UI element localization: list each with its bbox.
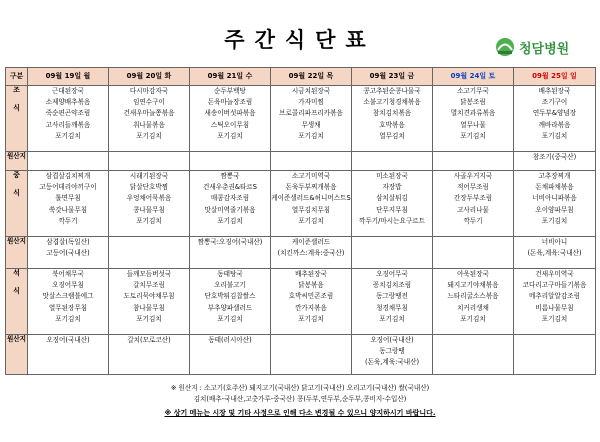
menu-item: 소불고기청경채볶음 bbox=[363, 98, 421, 107]
origin-cell bbox=[190, 237, 271, 269]
menu-item: 배추된장국 bbox=[295, 270, 327, 278]
menu-item: 톨면무침 bbox=[55, 194, 81, 203]
menu-cell bbox=[514, 269, 596, 335]
menu-cell bbox=[271, 269, 352, 335]
menu-item: 고등어데리야끼구이 bbox=[39, 183, 97, 192]
menu-cell bbox=[109, 171, 190, 237]
menu-item: 단호박튀김찹쌀스 bbox=[204, 292, 256, 301]
menu-item: 자장밥 bbox=[382, 183, 402, 192]
menu-item: 매콤감자조림 bbox=[210, 194, 250, 203]
menu-item: 갈치무조림 bbox=[133, 281, 165, 290]
menu-item: 코다리고구마들기볶음 bbox=[522, 281, 587, 290]
menu-cell bbox=[271, 171, 352, 237]
day-header: 09월 23일 금 bbox=[352, 68, 433, 86]
menu-item: 연두부&양념장 bbox=[532, 109, 577, 118]
origin-cell bbox=[352, 152, 433, 171]
menu-item: 쑥갓나물무침 bbox=[48, 205, 88, 214]
origin-text: 갈치(모로코산) bbox=[127, 336, 171, 344]
menu-item: 닭봉볶음 bbox=[298, 281, 324, 290]
menu-item: 포기김치 bbox=[298, 314, 324, 323]
menu-cell bbox=[433, 86, 514, 152]
menu-item: 너비아니파볶음 bbox=[532, 194, 577, 203]
menu-item: 참치김치볶음 bbox=[372, 109, 412, 118]
origin-cell bbox=[190, 335, 271, 375]
menu-item: 고추장찌개 bbox=[538, 172, 571, 180]
origin-cell bbox=[433, 335, 514, 375]
menu-item: 포기김치 bbox=[55, 314, 81, 323]
menu-item: 다시마감자국 bbox=[129, 87, 169, 95]
lunch-row bbox=[6, 171, 596, 237]
origin-cell bbox=[28, 335, 109, 375]
menu-item: 느타리굴소스볶음 bbox=[447, 292, 499, 301]
origin-text: 오징어(국내산) bbox=[370, 336, 414, 344]
menu-item: 깨바라볶음 bbox=[538, 120, 571, 129]
menu-item: 케이준샐러드&허니머스트S bbox=[271, 194, 351, 203]
menu-item: 포기김치 bbox=[136, 314, 162, 323]
menu-item: 돈채파채볶음 bbox=[535, 183, 574, 192]
origin-text: 고등어(국내산) bbox=[46, 249, 90, 258]
menu-item: 건새우춘권&타르S bbox=[203, 183, 257, 192]
menu-item: 닭봉조림 bbox=[460, 98, 486, 107]
menu-cell bbox=[514, 86, 596, 152]
menu-item: 열무김치무침 bbox=[291, 205, 331, 214]
menu-item: 포기김치 bbox=[217, 216, 243, 225]
menu-item: 포기김치 bbox=[541, 131, 568, 140]
dinner-row bbox=[6, 269, 596, 335]
menu-item: 오이양파무침 bbox=[535, 205, 574, 214]
menu-item: 시금치된장국 bbox=[291, 87, 331, 95]
header-row bbox=[6, 68, 596, 86]
menu-item: 열무김치 bbox=[379, 131, 405, 140]
menu-item: 적어무조림 bbox=[457, 183, 489, 192]
menu-cell bbox=[190, 171, 271, 237]
menu-item: 새송이버섯파볶음 bbox=[204, 109, 256, 118]
menu-item: 호박볶음 bbox=[379, 120, 405, 129]
menu-cell bbox=[28, 269, 109, 335]
menu-item: 돈육마늘장조림 bbox=[207, 98, 253, 107]
menu-item: 열무나물 bbox=[460, 120, 486, 129]
menu-item: 우엉채어묵볶음 bbox=[126, 194, 172, 203]
day-header: 09월 19일 월 bbox=[28, 68, 109, 86]
origin-cell bbox=[514, 335, 596, 375]
menu-item: 동그랑땡전 bbox=[376, 292, 408, 301]
menu-item: 포기김치 bbox=[298, 131, 324, 140]
menu-cell bbox=[109, 269, 190, 335]
page-title: 주간식단표 bbox=[224, 28, 376, 52]
origin-text: 삼겹살(독일산) bbox=[46, 238, 90, 246]
day-header: 09월 24일 토 bbox=[433, 68, 514, 86]
hospital-name: 청담병원 bbox=[519, 41, 570, 57]
menu-item: 북어채무국 bbox=[52, 270, 84, 278]
menu-item: 포기김치 bbox=[217, 314, 243, 323]
menu-item: 들깨모듬버섯국 bbox=[126, 270, 172, 278]
change-notice bbox=[0, 408, 600, 418]
origin-text: (치킨까스:계육:중국산) bbox=[277, 249, 345, 258]
origin-cell bbox=[433, 152, 514, 171]
menu-item: 간장두부조림 bbox=[453, 194, 493, 203]
menu-item: 무생채 bbox=[301, 120, 321, 129]
origin-cell bbox=[109, 237, 190, 269]
menu-item: 깍두기 bbox=[463, 216, 483, 225]
menu-item: 소고기무국 bbox=[457, 87, 489, 95]
origin-cell bbox=[352, 237, 433, 269]
menu-item: 돼지고기야채볶음 bbox=[447, 281, 499, 290]
breakfast-label: 조 식 bbox=[6, 86, 28, 152]
origin-cell bbox=[109, 335, 190, 375]
menu-item: 오징어무국 bbox=[376, 270, 408, 278]
menu-cell bbox=[190, 269, 271, 335]
origin-text: 동그랑땡 bbox=[379, 347, 405, 356]
menu-item: 포기김치 bbox=[55, 131, 81, 140]
menu-cell bbox=[271, 86, 352, 152]
dinner-origin-row bbox=[6, 335, 596, 375]
menu-item: 비름나물무침 bbox=[535, 303, 574, 312]
day-header: 09월 21일 수 bbox=[190, 68, 271, 86]
menu-item: 포기김치 bbox=[217, 131, 243, 140]
menu-item: 죽순편곤약조림 bbox=[45, 109, 91, 118]
lunch-label: 중 식 bbox=[6, 171, 28, 237]
menu-item: 배추된장국 bbox=[538, 87, 571, 95]
menu-item: 삼치살튀김 bbox=[376, 194, 408, 203]
lunch-origin-row bbox=[6, 237, 596, 269]
menu-item: 도토리묵야채무침 bbox=[123, 292, 175, 301]
menu-cell bbox=[190, 86, 271, 152]
day-header: 09월 22일 목 bbox=[271, 68, 352, 86]
menu-cell bbox=[514, 171, 596, 237]
day-header: 09월 20일 화 bbox=[109, 68, 190, 86]
menu-item: 고사리나물 bbox=[457, 205, 489, 214]
menu-item: 순두부백탕 bbox=[214, 87, 246, 95]
origin-text: 오징어(국내산) bbox=[46, 336, 90, 344]
menu-item: 가자미찜 bbox=[298, 98, 324, 107]
menu-item: 포기김치 bbox=[460, 131, 486, 140]
origin-cell bbox=[271, 152, 352, 171]
menu-item: 호박씨민콘조림 bbox=[288, 292, 334, 301]
menu-item: 오리불고기 bbox=[214, 281, 246, 290]
menu-item: 깐가지볶음 bbox=[295, 303, 327, 312]
hospital-logo-icon bbox=[494, 37, 516, 57]
menu-item: 콩나물무침 bbox=[133, 205, 165, 214]
origin-cell bbox=[109, 152, 190, 171]
origin-label: 원산지 bbox=[6, 152, 28, 171]
menu-item: 임연수구이 bbox=[133, 98, 165, 107]
origin-text: 참조기(중국산) bbox=[532, 153, 577, 161]
origin-label: 원산지 bbox=[6, 335, 28, 375]
menu-cell bbox=[28, 171, 109, 237]
menu-cell bbox=[28, 86, 109, 152]
origin-text: 케이준샐러드 bbox=[291, 238, 331, 246]
menu-cell bbox=[352, 171, 433, 237]
menu-item: 포기김치 bbox=[541, 216, 568, 225]
menu-item: 포기김치 bbox=[298, 216, 324, 225]
menu-item: 건새우미역국 bbox=[535, 270, 574, 278]
menu-item: 포기김치 bbox=[541, 314, 568, 323]
header-label: 구분 bbox=[6, 68, 28, 86]
menu-item: 사골우거지국 bbox=[453, 172, 493, 180]
day-header: 09월 25일 일 bbox=[514, 68, 596, 86]
menu-item: 맛살미역줄기볶음 bbox=[204, 205, 256, 214]
breakfast-row bbox=[6, 86, 596, 152]
menu-cell bbox=[352, 86, 433, 152]
breakfast-origin-row bbox=[6, 152, 596, 171]
menu-item: 단무지무침 bbox=[376, 205, 408, 214]
origin-cell bbox=[28, 237, 109, 269]
menu-item: 오징어무침 bbox=[52, 281, 84, 290]
origin-label: 원산지 bbox=[6, 237, 28, 269]
origin-cell bbox=[271, 335, 352, 375]
menu-item: 포기김치 bbox=[136, 131, 162, 140]
origin-cell bbox=[271, 237, 352, 269]
menu-item: 고사리들깨볶음 bbox=[45, 120, 91, 129]
menu-item: 멸치견과류볶음 bbox=[450, 109, 496, 118]
origin-text: 너비아니 bbox=[541, 238, 568, 246]
menu-item: 포기김치 bbox=[460, 314, 486, 323]
menu-item: 미소된장국 bbox=[376, 172, 408, 180]
menu-item: 맛살스크램블에그 bbox=[42, 292, 94, 301]
menu-item: 돈육두부찌개볶음 bbox=[285, 183, 337, 192]
menu-item: 열무된장무침 bbox=[48, 303, 88, 312]
weekly-menu-table bbox=[5, 67, 596, 375]
origin-cell bbox=[190, 152, 271, 171]
menu-item: 브로콜리파프리카볶음 bbox=[279, 109, 343, 118]
menu-item: 삼겹살김치찌개 bbox=[45, 172, 91, 180]
menu-item: 시래기된장국 bbox=[129, 172, 169, 180]
origin-text: 동태(러시아산) bbox=[208, 336, 252, 344]
origin-cell bbox=[352, 335, 433, 375]
origin-footnote-2: 김치(배추-국내산,고춧가루-중국산) 콩(두부,연두부,순두부,콩비지-수입산) bbox=[193, 395, 407, 403]
menu-cell bbox=[352, 269, 433, 335]
menu-item: 치커리생채 bbox=[457, 303, 489, 312]
menu-item: 닭살단호박찜 bbox=[129, 183, 169, 192]
menu-item: 포기김치 bbox=[136, 216, 162, 225]
origin-text: 짬뽕국:오징어(국내산) bbox=[197, 238, 263, 246]
menu-item: 취나물볶음 bbox=[133, 120, 165, 129]
origin-text: (돈육,계육:국내산) bbox=[364, 358, 420, 367]
dinner-label: 석 식 bbox=[6, 269, 28, 335]
menu-item: 건새우마늘쫑볶음 bbox=[123, 109, 175, 118]
menu-cell bbox=[433, 269, 514, 335]
menu-item: 청경채무침 bbox=[376, 303, 408, 312]
menu-item: 소고기미역국 bbox=[291, 172, 331, 180]
menu-item: 스틱오이무침 bbox=[210, 120, 250, 129]
menu-item: 아욱된장국 bbox=[457, 270, 489, 278]
menu-cell bbox=[433, 171, 514, 237]
menu-item: 포기김치 bbox=[379, 314, 405, 323]
menu-item: 참나물무침 bbox=[133, 303, 165, 312]
origin-text: (돈육,계육:국내산) bbox=[527, 249, 582, 258]
origin-cell bbox=[514, 152, 596, 171]
menu-item: 소제양배추볶음 bbox=[45, 98, 91, 107]
menu-item: 짬뽕국 bbox=[220, 172, 240, 180]
hospital-logo bbox=[494, 36, 569, 58]
menu-cell bbox=[109, 86, 190, 152]
menu-item: 꽁치김치조림 bbox=[372, 281, 412, 290]
menu-item: 메추리알알감조림 bbox=[529, 292, 580, 301]
change-notice-text: ※ 상기 메뉴는 시장 및 기타 사정으로 인해 다소 변경될 수 있으니 양지하시기 바랍니다. bbox=[164, 409, 436, 417]
origin-cell bbox=[28, 152, 109, 171]
origin-cell bbox=[433, 237, 514, 269]
menu-item: 근대된장국 bbox=[52, 87, 84, 95]
origin-cell bbox=[514, 237, 596, 269]
menu-item: 조기구이 bbox=[541, 98, 568, 107]
origin-footnote-1: ※ 원산지 : 소고기(호주산) 돼지고기(국내산) 닭고기(국내산) 오리고기(국내산) 쌀(국내산) bbox=[170, 384, 430, 392]
menu-item: 콩고추된순콩나물국 bbox=[363, 87, 421, 95]
menu-item: 동태탕국 bbox=[217, 270, 243, 278]
menu-item: 부추양파샐러드 bbox=[207, 303, 253, 312]
menu-item: 깍두기/마시는요구르트 bbox=[359, 216, 425, 225]
menu-item: 깍두기 bbox=[58, 216, 78, 225]
